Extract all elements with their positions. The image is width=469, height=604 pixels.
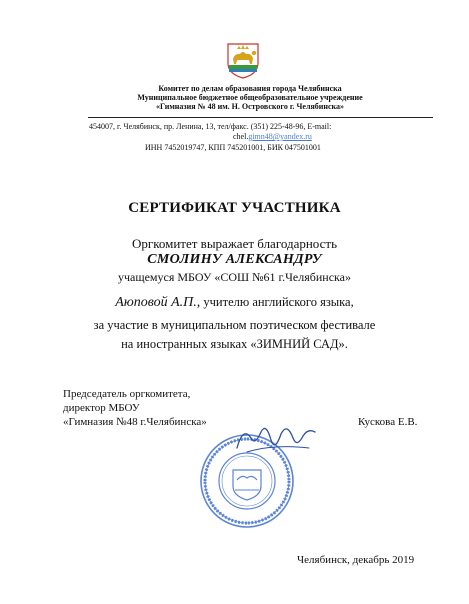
recipient-name: СМОЛИНУ АЛЕКСАНДРУ bbox=[147, 252, 322, 267]
teacher-name: Аюповой А.П., bbox=[115, 295, 201, 310]
signatory-title-3: «Гимназия №48 г.Челябинска» bbox=[63, 416, 207, 428]
thanks-line: Оргкомитет выражает благодарность bbox=[131, 236, 338, 251]
handwritten-signature-icon bbox=[233, 418, 318, 458]
student-school: учащемуся МБОУ «СОШ №61 г.Челябинска» bbox=[117, 270, 351, 284]
certificate-title: СЕРТИФИКАТ УЧАСТНИКА bbox=[128, 200, 341, 216]
participation-line-2: на иностранных языках «ЗИМНИЙ САД». bbox=[121, 337, 348, 351]
city-coat-of-arms-icon bbox=[225, 41, 261, 79]
email-link[interactable]: gimn48@yandex.ru bbox=[248, 132, 312, 141]
teacher-role: учителю английского языка, bbox=[203, 295, 354, 309]
teacher-line bbox=[0, 295, 469, 311]
header-address: 454007, г. Челябинск, пр. Ленина, 13, тел/факс. (351) 225-48-96, E-mail: bbox=[89, 122, 332, 131]
header-org-line-1: Комитет по делам образования города Челябинска bbox=[158, 84, 342, 93]
header-org-line-3: «Гимназия № 48 им. Н. Островского г. Челябинска» bbox=[155, 102, 345, 111]
signer-name: Кускова Е.В. bbox=[358, 416, 418, 428]
header-divider bbox=[88, 117, 433, 118]
signatory-title-1: Председатель оргкомитета, bbox=[63, 388, 191, 400]
signatory-title-2: директор МБОУ bbox=[63, 402, 140, 414]
header-email bbox=[233, 132, 312, 142]
place-and-date: Челябинск, декабрь 2019 bbox=[297, 554, 415, 566]
header-org-line-2: Муниципальное бюджетное общеобразовательное учреждение bbox=[137, 93, 363, 102]
email-prefix: chel. bbox=[233, 132, 249, 141]
participation-line-1: за участие в муниципальном поэтическом фестивале bbox=[93, 318, 376, 332]
header-requisites: ИНН 7452019747, КПП 745201001, БИК 047501001 bbox=[145, 143, 321, 152]
